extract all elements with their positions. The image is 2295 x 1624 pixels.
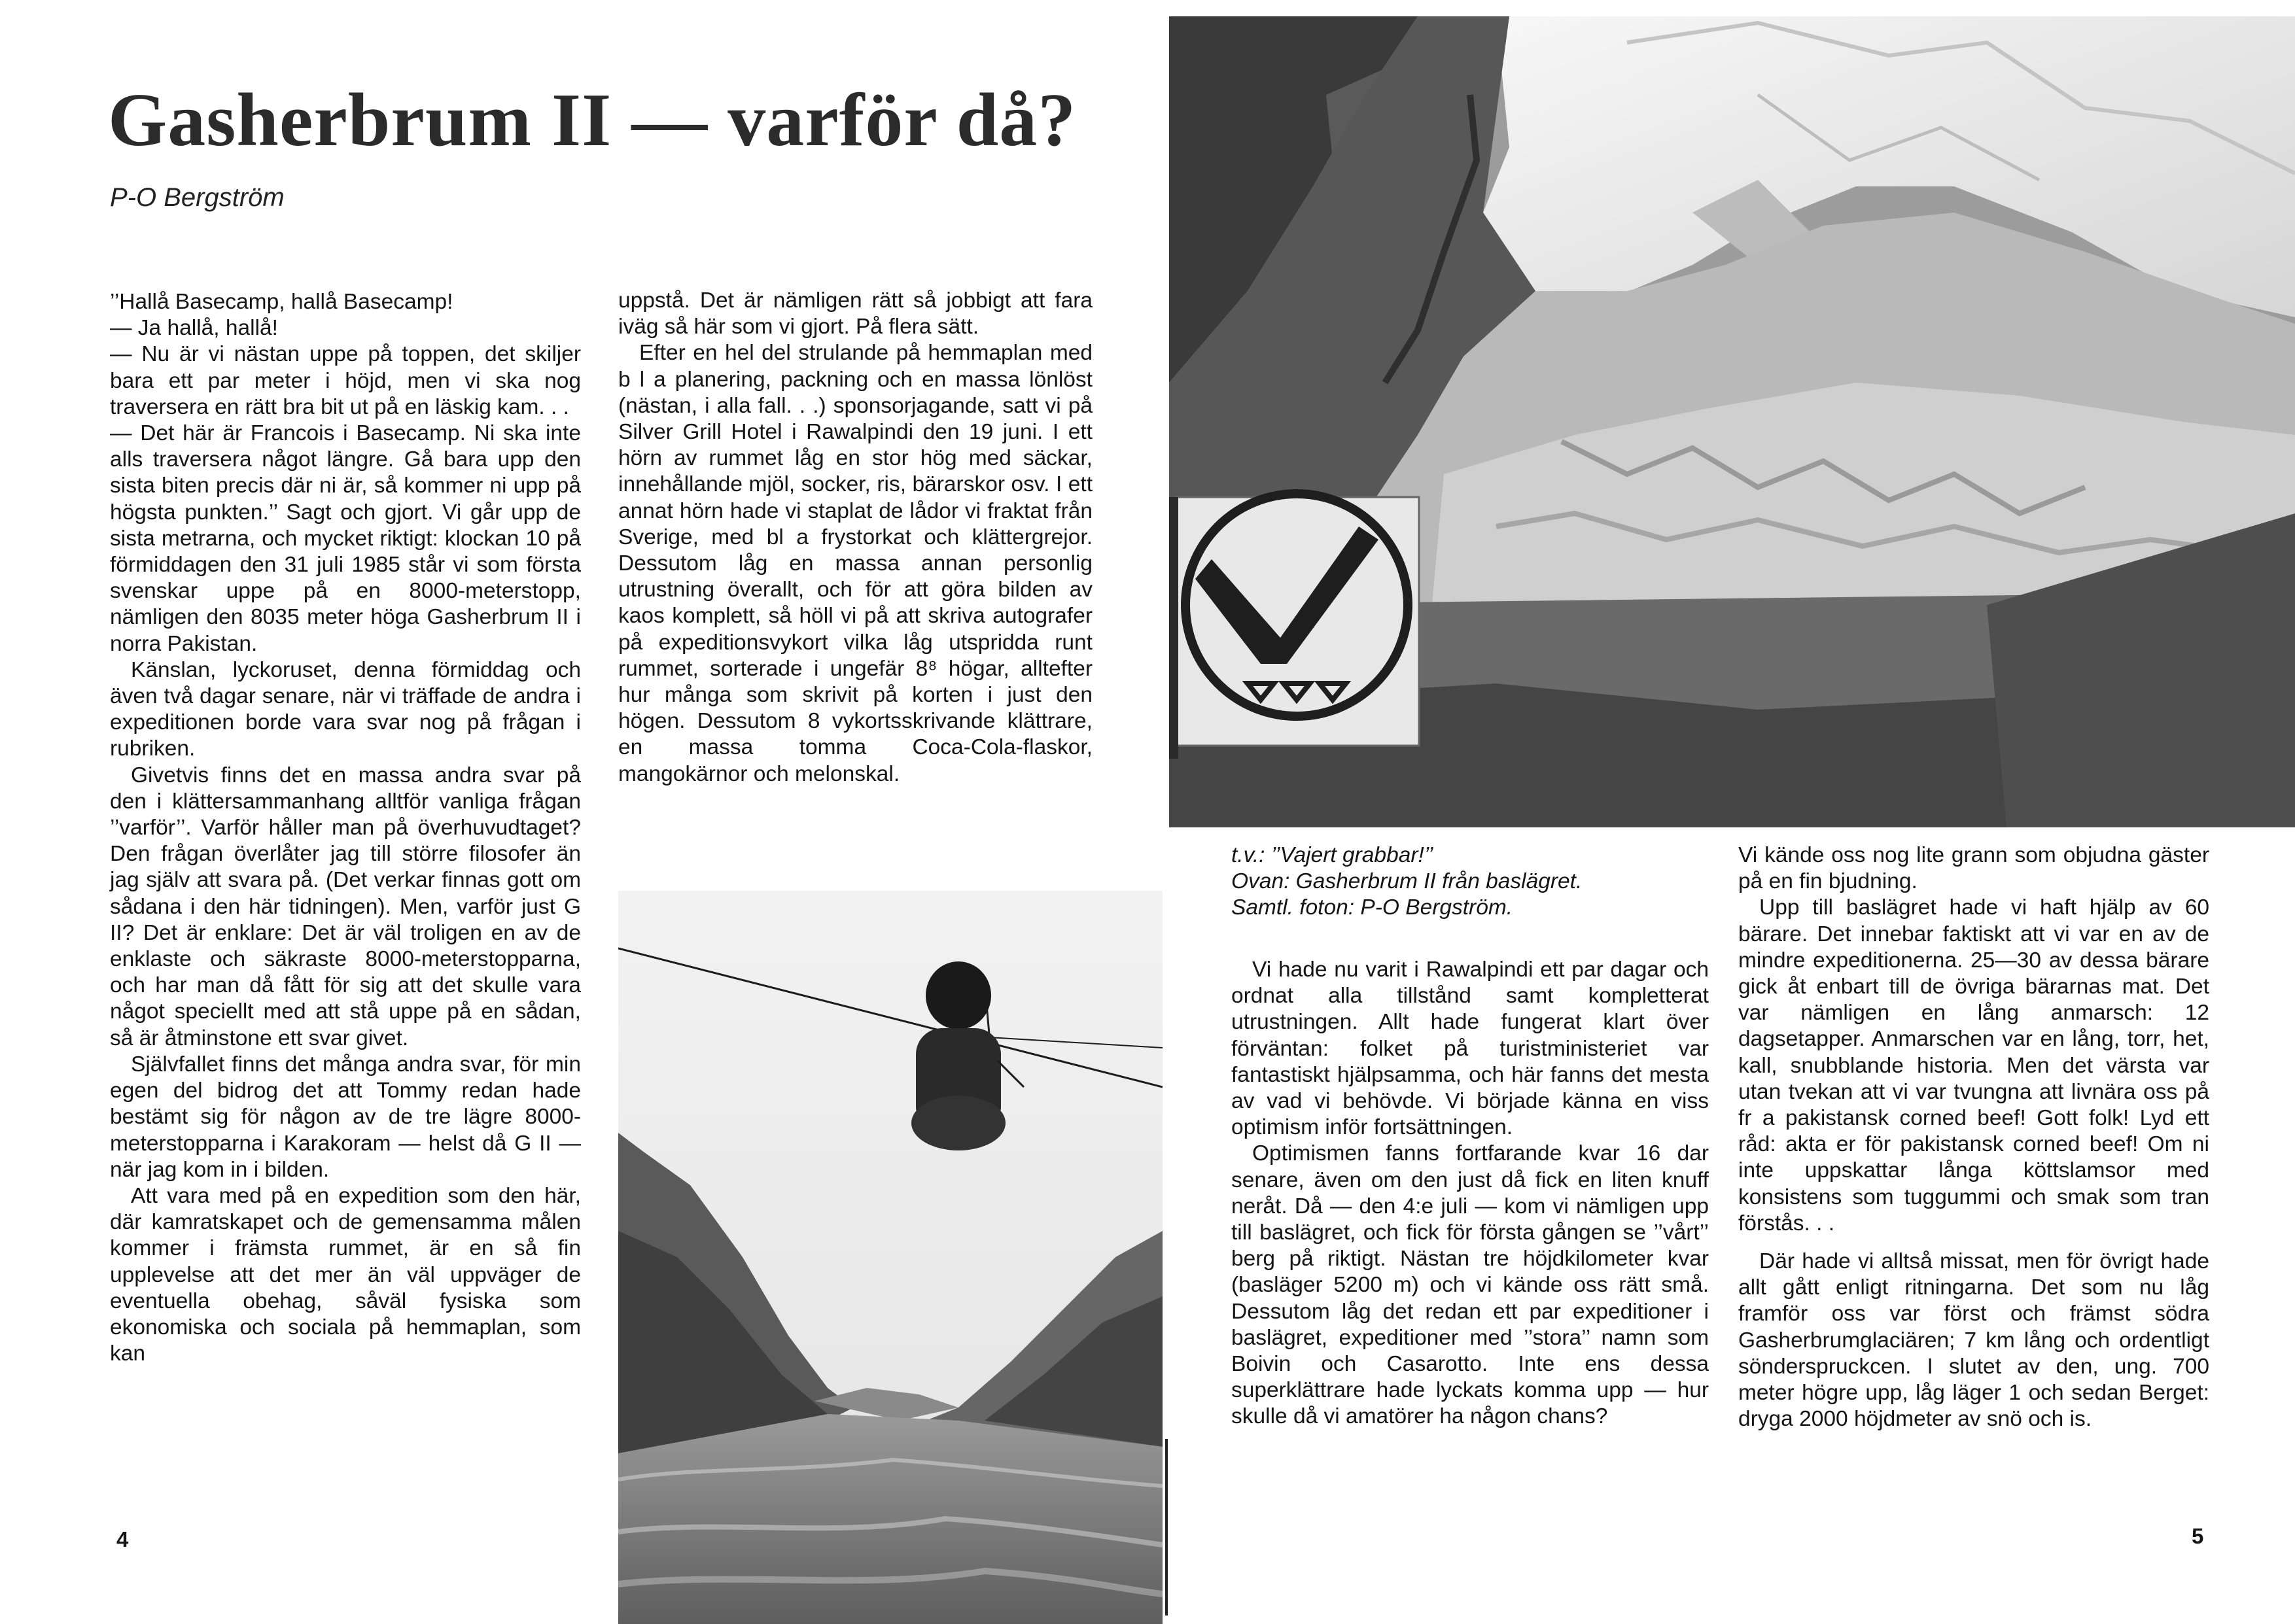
paragraph: Vi kände oss nog lite grann som objudna gäster på en fin bjudning. [1738, 843, 2209, 894]
paragraph: — Nu är vi nästan uppe på toppen, det skiljer bara ett par meter i höjd, men vi ska nog traversera en rätt bra bit ut på en läskig kam. . . [110, 342, 581, 419]
paragraph: Efter en hel del strulande på hemmaplan med b l a planering, packning och en massa lönlöst (nästan, i alla fall. . .) sponsorjagande, satt vi på Silver Grill Hotel i Rawalpindi den 19 juni. I ett hörn av rummet låg en stor hög med säckar, innehållande mjöl, socker, ris, bärarskor osv. I ett annat hörn hade vi staplat de lådor vi fraktat från Sverige, med bl a frystorkat och klättergrejor. Dessutom låg en massa annan personlig utrustning överallt, och för att göra bilden av kaos komplett, så höll vi på att skriva autografer på expeditionsvykort vilka låg utspridda runt rummet, sorterade i ungefär 8⁸ högar, alltefter hur många som skrivit på korten i just den högen. Dessutom 8 vykortsskrivande klättrare, en massa tomma Coca-Cola-flaskor, mangokärnor och melonskal. [618, 341, 1093, 786]
paragraph: uppstå. Det är nämligen rätt så jobbigt att fara iväg så här som vi gjort. På flera sätt. [618, 288, 1093, 339]
caption-line: Ovan: Gasherbrum II från baslägret. [1231, 869, 1583, 894]
caption-line: t.v.: ’’Vajert grabbar!’’ [1231, 843, 1433, 867]
paragraph: — Det här är Francois i Basecamp. Ni ska inte alls traversera något längre. Gå bara upp den sista biten precis där ni är, så kommer ni upp på högsta punkten.’’ Sagt och gjort. Vi går upp de sista metrarna, och mycket riktigt: klockan 10 på förmiddagen den 31 juli 1985 står vi som första svenskar uppe på en 8000-meterstopp, nämligen den 8035 meter höga Gasherbrum II i norra Pakistan. [110, 421, 581, 656]
caption-line: Samtl. foton: P-O Bergström. [1231, 895, 1513, 920]
text-column-1 [110, 289, 581, 1367]
paragraph: ’’Hallå Basecamp, hallå Basecamp! [110, 290, 453, 314]
paragraph: Givetvis finns det en massa andra svar på den i klättersammanhang alltför vanliga frågan ’’varför’’. Varför håller man på överhuvudtaget? Den frågan överlåter jag till större filosofer än jag själv att svara på. (Det verkar finnas gott om sådana i den här tidningen). Men, varför just G II? Det är enklare: Det är väl troligen en av de enklaste och säkraste 8000-meterstopparna, och har man då fått för sig att det skulle vara något speciellt med att stå uppe på en sådan, så är åtminstone ett svar givet. [110, 763, 581, 1050]
paragraph: Känslan, lyckoruset, denna förmiddag och även två dagar senare, när vi träffade de andra i expeditionen borde vara svar nog på frågan i rubriken. [110, 657, 581, 761]
paragraph: Att vara med på en expedition som den här, där kamratskapet och de gemensamma målen kommer i främsta rummet, är en så fin upplevelse att det mer än väl uppväger de eventuella obehag, såväl fysiska som ekonomiska och sociala på hemmaplan, som kan [110, 1183, 581, 1366]
paragraph: Upp till baslägret hade vi haft hjälp av 60 bärare. Det innebar faktiskt att vi var en av de mindre expeditionerna. 25—30 av dessa bärare gick åt enbart till de övriga bärarnas mat. Det var nämligen en lång anmarsch: 12 dagsetapper. Anmarschen var en lång, torr, het, kall, snubblande historia. Men det värsta var utan tvekan att vi var tvungna att livnära oss på fr a pakistansk corned beef! Gott folk! Lyd ett råd: akta er för pakistansk corned beef! Om ni inte uppskattar långa köttslamsor med konsistens som tuggummi och smak som tran förstås. . . [1738, 895, 2209, 1235]
page-number-right: 5 [2192, 1524, 2204, 1548]
paragraph: — Ja hallå, hallå! [110, 316, 278, 341]
paragraph: Där hade vi alltså missat, men för övrigt hade allt gått enligt ritningarna. Det som nu låg framför oss var först och främst södra Gasherbrumglaciären; 7 km lång och ordentligt sönderspruckcen. I slutet av den, ung. 700 meter högre upp, låg läger 1 och sedan Berget: dryga 2000 höjdmeter av snö och is. [1738, 1249, 2209, 1432]
byline: P-O Bergström [110, 183, 285, 212]
paragraph: Självfallet finns det många andra svar, för min egen del bidrog det att Tommy redan hade bestämt sig för någon av de tre lägre 8000-meterstopparna i Karakoram — helst då G II — när jag kom in i bilden. [110, 1052, 581, 1182]
text-column-4 [1738, 842, 2209, 1432]
photo-caption [1231, 842, 1742, 922]
gutter-rule [1165, 1439, 1168, 1615]
paragraph: Vi hade nu varit i Rawalpindi ett par dagar och ordnat alla tillstånd samt kompletterat utrustningen. Allt hade fungerat klart över förväntan: folket på turistministeriet var fantastiskt hjälpsamma, och här fanns det mesta av vad vi behövde. Vi började känna en viss optimism inför fortsättningen. [1231, 958, 1709, 1140]
article-title: Gasherbrum II — varför då? [108, 78, 1077, 162]
text-column-2 [618, 288, 1093, 787]
gasherbrum-basecamp-photo [1169, 16, 2295, 827]
page-number-left: 4 [116, 1527, 129, 1551]
paragraph: Optimismen fanns fortfarande kvar 16 dar senare, även om den just då fick en liten knuff neråt. Då — den 4:e juli — kom vi nämligen upp till baslägret, och fick för första gången se ’’vårt’’ berg på riktigt. Nästan tre höjdkilometer kvar (basläger 5200 m) och vi kände oss rätt små. Dessutom låg det redan ett par expeditioner i baslägret, expeditioner med ’’stora’’ namn som Boivin och Casarotto. Inte ens dessa superklättrare hade lyckats komma upp — hur skulle då vi amatörer ha någon chans? [1231, 1141, 1709, 1429]
cableway-photo [618, 891, 1163, 1624]
text-column-3 [1231, 957, 1709, 1430]
